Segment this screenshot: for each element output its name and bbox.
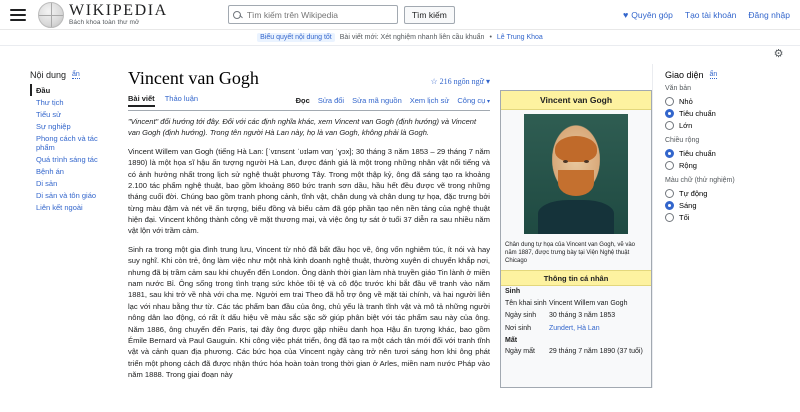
color-light-option[interactable]: Sáng (665, 199, 762, 211)
radio-icon[interactable] (665, 201, 674, 210)
tabs-right (296, 96, 490, 105)
wordmark-main: WIKIPEDIA (69, 1, 168, 19)
search-box[interactable] (228, 5, 398, 24)
width-standard-option[interactable]: Tiêu chuẩn (665, 147, 762, 159)
search-icon (233, 11, 241, 19)
toc-item-su-nghiep[interactable]: Sự nghiệp (36, 121, 71, 131)
width-wide-option[interactable]: Rộng (665, 159, 762, 171)
infobox-key: Tên khai sinh (505, 299, 547, 307)
radio-icon[interactable] (665, 189, 674, 198)
language-selector[interactable] (430, 77, 490, 86)
radio-icon[interactable] (665, 161, 674, 170)
portrait-eyes (562, 160, 590, 163)
notice-text: Bài viết mới: Xét nghiệm nhanh liên cầu khuẩn (339, 34, 485, 41)
top-right-links (623, 10, 790, 20)
appearance-group-width-label: Chiều rộng (665, 137, 700, 144)
wikipedia-wordmark[interactable] (69, 3, 168, 27)
infobox-row (501, 297, 651, 309)
article-paragraph-1: Vincent Willem van Gogh (tiếng Hà Lan: [ˈvɪnsɛnt ˈʋɪləm vɑŋ ˈɣɔx]; 30 tháng 3 năm 1853 – 29 tháng 7 năm 1890) là một họa sĩ hậu ấn tượng người Hà Lan, được đánh giá là một trong những nhân vật nổi tiếng và có ảnh hưởng nhất trong lịch sử nghệ thuật phương Tây. Trong một thập kỷ, ông đã sáng tạo ra khoảng 2.100 tác phẩm nghệ thuật, bao gồm khoảng 860 bức tranh sơn dầu, hầu hết đều được vẽ trong những tháng cuối đời. Chúng bao gồm tranh phong cảnh, tĩnh vật, chân dung và chân dung tự họa, đặc trưng bởi từng màu đậm và nét vẽ ấn tượng, biểu đồng và biểu cảm đã góp phần tạo nên nền tảng của nghệ thuật hiện đại. Vincent không thành công về mặt thương mại, và việc ông tự sát ở tuổi 37 diễn ra sau nhiều năm vật lộn với trầm cảm. (128, 146, 490, 236)
toc-list (30, 84, 112, 213)
portrait-hair (555, 136, 597, 162)
wikipedia-logo-icon[interactable] (38, 2, 64, 28)
page-layout (0, 64, 800, 388)
site-notice (0, 30, 800, 46)
donate-link[interactable]: ♥ Quyên góp (622, 9, 673, 20)
notice-tag[interactable]: Biểu quyết nội dung tốt (257, 33, 335, 42)
toc-hide-toggle[interactable]: ẩn (72, 71, 80, 78)
infobox-row (501, 322, 651, 334)
article-content (120, 64, 500, 388)
toc-item-lien-ket-ngoai[interactable]: Liên kết ngoài (36, 202, 83, 212)
radio-icon[interactable] (665, 149, 674, 158)
infobox-value[interactable]: Zundert, Hà Lan (549, 324, 600, 332)
toc-item-di-san[interactable]: Di sản (36, 178, 58, 188)
infobox-caption: Chân dung tự họa của Vincent van Gogh, vẽ vào năm 1887, được trưng bày tại Viện Nghệ thuật Chicago (505, 242, 635, 265)
text-size-small-option[interactable]: Nhỏ (665, 95, 762, 107)
infobox (500, 90, 652, 388)
login-link[interactable]: Đăng nhập (748, 9, 790, 20)
action-read[interactable]: Đọc (295, 96, 310, 105)
toc-item-di-san-ton-giao[interactable]: Di sản và tôn giáo (36, 190, 97, 200)
star-icon: ☆ (430, 77, 438, 86)
infobox-value: 29 tháng 7 năm 1890 (37 tuổi) (549, 348, 643, 356)
search-button[interactable]: Tìm kiếm (404, 6, 455, 24)
infobox-row (501, 346, 651, 358)
notice-link[interactable]: Lê Trung Khoa (496, 34, 543, 41)
toolbar-row (0, 46, 800, 64)
toc-item-qua-trinh[interactable]: Quá trình sáng tác (36, 154, 98, 164)
article-paragraph-2: Sinh ra trong một gia đình trung lưu, Vincent từ nhỏ đã bất đầu học vẽ, ông vốn nghiêm túc, ít nói và hay suy nghĩ. Khi còn trẻ, ông làm việc như một nhà kinh doanh nghệ thuật, thường xuyên di chuyển khắp nơi, nhưng đã bị trầm cảm sau khi chuyển đến London. Ông dành thời gian làm nhà truyền giáo Tin lành ở miền nam nước Bỉ. Ông sống trong tình trạng sức khỏe tồi tệ và cô độc trước khi bắt đầu vẽ tranh vào năm 1881, sau khi trở về nhà với cha mẹ. Người em trai Theo đã hỗ trợ ông về mặt tài chính, và hai người liên lạc với nhau bằng thư từ. Các tác phẩm ban đầu của ông, chủ yếu là tranh tĩnh vật và mô tả những người nông dân lao động, có rất ít dấu hiệu về màu sắc sặc sỡ giúp phân biệt với tác phẩm sau này của ông. Năm 1886, ông chuyển đến Paris, tại đây ông được gặp nhiều danh họa Hậu ấn tượng khác, bao gồm Émile Bernard và Paul Gauguin. Khi công việc phát triển, ông đã tạo ra một cách tân mới đối với tranh tĩnh vật và cảnh quan địa phương. Các bức họa của Vincent ngày càng trở nên tươi sáng hơn khi ông phát triển một phong cách đã được nhận thức hóa hoàn toàn trong thời gian ở Arles, miền nam nước Pháp vào năm 1888. Trong giai đoạn này (128, 244, 490, 380)
tabs-left (128, 94, 198, 107)
toc-item-tieu-su[interactable]: Tiểu sử (36, 109, 62, 119)
infobox-value: 30 tháng 3 năm 1853 (549, 312, 616, 320)
portrait-beard (558, 170, 594, 196)
infobox-row (501, 310, 651, 322)
infobox-section-header: Thông tin cá nhân (501, 270, 651, 286)
action-edit-source[interactable]: Sửa mã nguồn (352, 96, 402, 105)
radio-icon[interactable] (665, 109, 674, 118)
search-area (228, 5, 455, 24)
text-size-large-option[interactable]: Lớn (665, 119, 762, 131)
hatnote: "Vincent" đổi hướng tới đây. Đối với các định nghĩa khác, xem Vincent van Gogh (định hướng) và Vincent van Gogh (định hướng). Trong tên người Hà Lan này, họ là van Gogh, không phải là Gogh. (128, 117, 477, 137)
gear-icon[interactable]: ⚙ (773, 48, 784, 60)
table-of-contents (0, 64, 120, 388)
appearance-hide-toggle[interactable]: ẩn (709, 71, 718, 78)
top-bar (0, 0, 800, 30)
heart-icon: ♥ (622, 9, 629, 20)
text-size-standard-option[interactable]: Tiêu chuẩn (665, 107, 762, 119)
radio-icon[interactable] (665, 97, 674, 106)
self-portrait-image (524, 114, 628, 234)
appearance-group-color (665, 177, 762, 223)
appearance-title (665, 70, 762, 80)
toc-item-thu-tich[interactable]: Thư tịch (36, 97, 64, 107)
menu-icon[interactable] (10, 9, 26, 21)
create-account-link[interactable]: Tạo tài khoản (684, 9, 737, 20)
infobox-key: Nơi sinh (505, 324, 531, 332)
infobox-group-mat-label: Mất (505, 336, 518, 344)
action-tools[interactable]: Công cụ ▾ (457, 96, 490, 105)
tab-article[interactable]: Bài viết (128, 94, 155, 107)
infobox-key: Ngày sinh (505, 312, 537, 320)
appearance-group-width (665, 137, 762, 171)
radio-icon[interactable] (665, 121, 674, 130)
article-tabs (128, 94, 490, 111)
page-title-text: Vincent van Gogh (128, 68, 259, 88)
action-history[interactable]: Xem lịch sử (409, 96, 450, 105)
color-auto-option[interactable]: Tự động (665, 187, 762, 199)
appearance-group-text-label: Văn bản (665, 85, 692, 92)
page-title (128, 68, 490, 92)
toc-item-phong-cach[interactable]: Phong cách và tác phẩm (36, 133, 98, 152)
infobox-group-sinh-label: Sinh (505, 288, 521, 296)
search-input[interactable] (245, 9, 393, 21)
tab-discussion[interactable]: Thảo luận (164, 94, 199, 103)
infobox-title: Vincent van Gogh (501, 91, 651, 110)
chevron-down-icon: ▾ (485, 77, 490, 86)
toc-item-dau[interactable]: Đầu (30, 84, 112, 96)
infobox-value: Vincent Willem van Gogh (549, 299, 628, 307)
appearance-group-color-label: Màu chữ (thử nghiệm) (665, 177, 735, 184)
appearance-panel (652, 64, 770, 388)
appearance-group-text (665, 85, 762, 131)
portrait-body (538, 200, 614, 234)
notice-separator: • (489, 34, 492, 41)
infobox-image (501, 110, 651, 238)
toc-title (30, 70, 112, 80)
language-count-label: 216 ngôn ngữ (439, 77, 484, 86)
radio-icon[interactable] (665, 213, 674, 222)
infobox-key: Ngày mất (505, 348, 535, 356)
wordmark-subtitle: Bách khoa toàn thư mở (69, 18, 140, 26)
appearance-title-label: Giao diện (665, 70, 704, 80)
toc-item-benh-an[interactable]: Bệnh án (36, 166, 64, 176)
color-dark-option[interactable]: Tối (665, 211, 762, 223)
toc-title-label: Nội dung (30, 70, 67, 80)
action-edit[interactable]: Sửa đổi (317, 96, 345, 105)
